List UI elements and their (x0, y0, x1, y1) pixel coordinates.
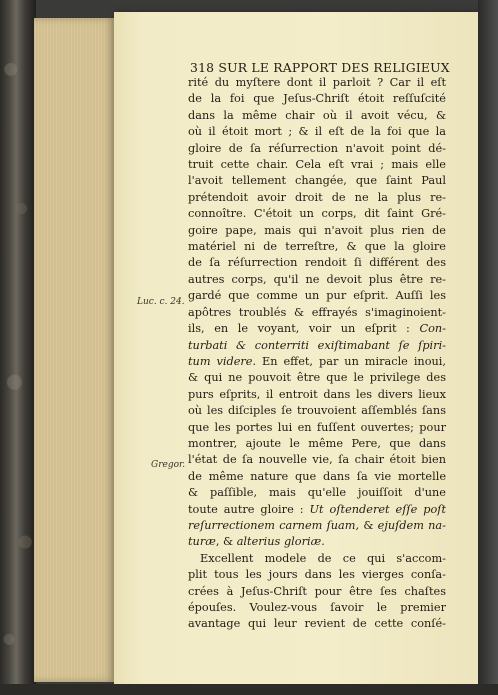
text-line (188, 206, 446, 222)
text-span: de même nature que dans ſa vie mortelle (188, 469, 446, 483)
text-line (188, 584, 446, 600)
text-span: épouſes. Voulez-vous ſavoir le premier (188, 601, 446, 614)
text-span: l'état de ſa nouvelle vie, ſa chair étoit bien (188, 453, 446, 467)
margin-note-gregor: Gregor. (151, 460, 186, 470)
text-line (188, 370, 446, 386)
book-cover-bottom (0, 684, 498, 695)
text-span: dans la même chair où il avoit vécu, & (188, 108, 446, 122)
text-line (188, 108, 446, 124)
text-span: prétendoit avoir droit de ne la plus re- (188, 190, 446, 204)
italic-span: turæ (188, 535, 216, 549)
text-line (188, 305, 446, 321)
text-span: que les portes lui en fuſſent ouvertes; pour (188, 420, 446, 434)
text-line (188, 223, 446, 239)
text-line (188, 387, 446, 403)
text-span: autres corps, qu'il ne devoit plus être re- (188, 272, 446, 286)
page-edges (34, 18, 116, 682)
text-span: avantage qui leur revient de cette conſé- (188, 617, 446, 631)
text-span: crées à Jeſus-Chriſt pour être ſes chaſtes (188, 584, 446, 598)
text-line (188, 75, 446, 91)
text-line (188, 321, 446, 337)
running-head: 318 SUR LE RAPPORT DES RELIGIEUX (190, 60, 450, 75)
italic-span: reſurrectionem carnem ſuam, (188, 518, 364, 532)
text-span: l'avoit tellement changée, que ſaint Paul (188, 174, 446, 188)
text-span: de ſa réſurrection rendoit ſi différent des (188, 256, 446, 270)
italic-span: turbati & conterriti exiſtimabant ſe ſpiri- (188, 338, 446, 352)
text-span: rité du myſtere dont il parloit ? Car il eſt (188, 76, 446, 89)
text-line (188, 173, 446, 189)
text-line (188, 616, 446, 632)
text-line (188, 436, 446, 452)
text-line (188, 157, 446, 173)
text-line (188, 354, 446, 370)
text-span: de la foi que Jeſus-Chriſt étoit reſſuſcité (188, 92, 446, 106)
text-line (188, 420, 446, 436)
text-line (188, 239, 446, 255)
text-line (188, 485, 446, 501)
text-span: montrer, ajoute le même Pere, que dans (188, 436, 446, 450)
text-span: & qui ne pouvoit être que le privilege des (188, 371, 446, 385)
text-line (188, 124, 446, 140)
text-span: gardé que comme un pur eſprit. Auſſi les (188, 289, 446, 303)
text-line (188, 452, 446, 468)
text-span: En effet, par un miracle inoui, (256, 354, 446, 368)
text-line (188, 91, 446, 107)
text-line (188, 288, 446, 304)
text-span: plit tous les jours dans les vierges conſa- (188, 568, 446, 582)
text-line (188, 551, 446, 567)
text-line (188, 534, 446, 550)
italic-span: Ut oſtenderet eſſe poſt (309, 502, 446, 516)
text-line (188, 272, 446, 288)
text-line (188, 255, 446, 271)
text-span: & (363, 518, 378, 532)
text-span: connoître. C'étoit un corps, dit ſaint Gré- (188, 207, 446, 221)
text-span: purs eſprits, il entroit dans les divers lieux (188, 387, 446, 401)
text-span: truit cette chair. Cela eſt vrai ; mais elle (188, 158, 446, 172)
margin-note-luke: Luc. c. 24. (137, 297, 185, 307)
text-span: , & (215, 535, 237, 549)
text-line (188, 141, 446, 157)
text-span: ils, en le voyant, voir un eſprit : (188, 322, 420, 336)
italic-span: ejuſdem na- (377, 518, 446, 532)
body-text (188, 75, 446, 633)
text-span: toute autre gloire : (188, 502, 310, 516)
text-span: Excellent modele de ce qui s'accom- (200, 551, 446, 565)
text-line (188, 190, 446, 206)
book-cover-right (478, 0, 498, 695)
text-span: gloire de ſa réſurrection n'avoit point dé- (188, 141, 446, 155)
text-line (188, 600, 446, 616)
italic-span: tum videre. (188, 354, 257, 368)
text-span: goire pape, mais qui n'avoit plus rien de (188, 223, 446, 237)
text-line (188, 567, 446, 583)
text-span: où il étoit mort ; & il eſt de la foi que la (188, 125, 446, 139)
text-line (188, 502, 446, 518)
text-line (188, 518, 446, 534)
text-line (188, 469, 446, 485)
italic-span: Con- (419, 322, 446, 336)
text-line (188, 403, 446, 419)
book-cover-left (0, 0, 36, 695)
italic-span: alterius gloriæ. (236, 535, 325, 549)
text-span: matériel ni de terreſtre, & que la gloire (188, 240, 446, 254)
text-line (188, 338, 446, 354)
text-span: & paſſible, mais qu'elle jouiſſoit d'une (188, 486, 446, 500)
text-span: où les diſciples ſe trouvoient aſſemblés ſans (188, 404, 446, 418)
text-span: apôtres troublés & effrayés s'imaginoient- (188, 305, 446, 319)
